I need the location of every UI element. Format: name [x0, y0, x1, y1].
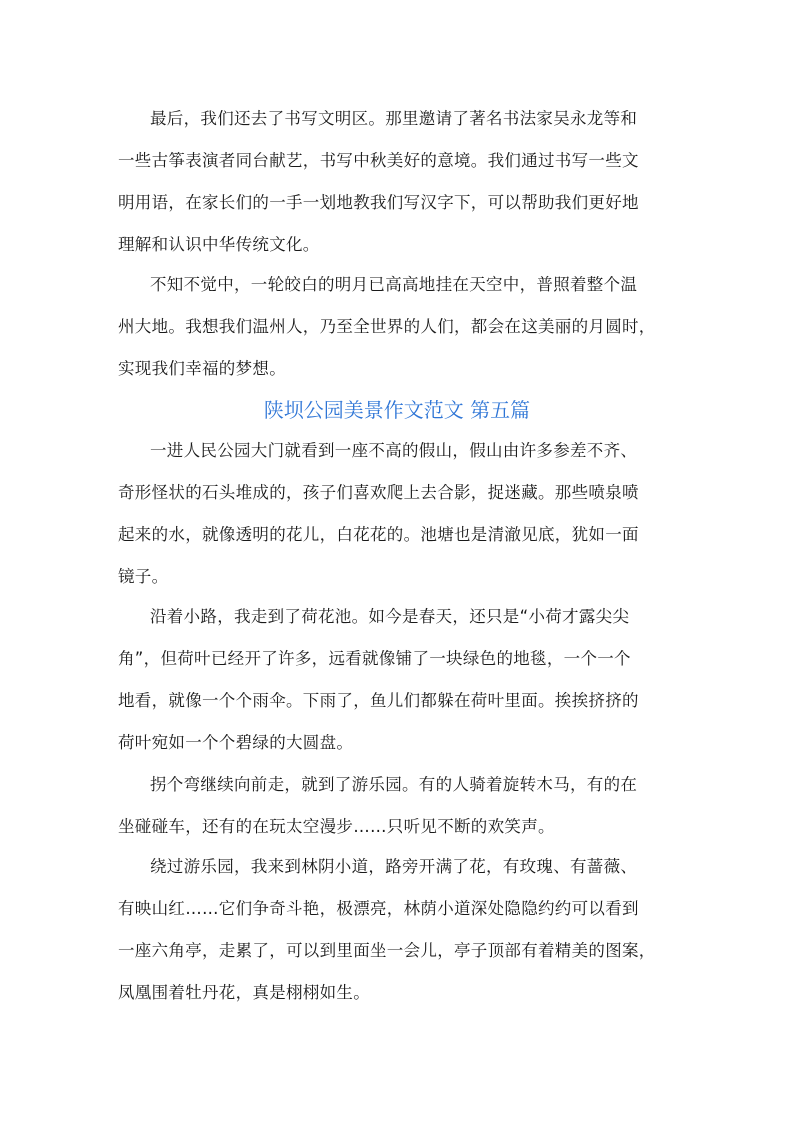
paragraph-line: 角”，但荷叶已经开了许多，远看就像铺了一块绿色的地毯，一个一个 [118, 649, 631, 668]
paragraph-line: 镜子。 [118, 567, 169, 586]
paragraph-line: 州大地。我想我们温州人，乃至全世界的人们，都会在这美丽的月圆时， [118, 317, 656, 336]
paragraph-line: 一座六角亭，走累了，可以到里面坐一会儿，亭子顶部有着精美的图案， [118, 941, 656, 960]
paragraph-line: 奇形怪状的石头堆成的，孩子们喜欢爬上去合影，捉迷藏。那些喷泉喷 [118, 483, 639, 502]
paragraph-line: 坐碰碰车，还有的在玩太空漫步……只听见不断的欢笑声。 [118, 817, 555, 836]
paragraph-line: 一进人民公园大门就看到一座不高的假山，假山由许多参差不齐、 [150, 441, 638, 460]
paragraph-line: 不知不觉中，一轮皎白的明月已高高地挂在天空中，普照着整个温 [150, 275, 638, 294]
paragraph-line: 荷叶宛如一个个碧绿的大圆盘。 [118, 733, 354, 752]
section-heading: 陕坝公园美景作文范文 第五篇 [263, 398, 531, 422]
paragraph-line: 一些古筝表演者同台献艺，书写中秋美好的意境。我们通过书写一些文 [118, 151, 639, 170]
paragraph-line: 理解和认识中华传统文化。 [118, 235, 320, 254]
paragraph-line: 实现我们幸福的梦想。 [118, 359, 286, 378]
paragraph-line: 绕过游乐园，我来到林阴小道，路旁开满了花，有玫瑰、有蔷薇、 [150, 857, 638, 876]
paragraph-line: 最后，我们还去了书写文明区。那里邀请了著名书法家吴永龙等和 [150, 109, 638, 128]
paragraph-line: 凤凰围着牡丹花，真是栩栩如生。 [118, 983, 370, 1002]
paragraph-line: 起来的水，就像透明的花儿，白花花的。池塘也是清澈见底，犹如一面 [118, 525, 639, 544]
paragraph-line: 有映山红……它们争奇斗艳，极漂亮，林荫小道深处隐隐约约可以看到 [118, 899, 639, 918]
paragraph-line: 沿着小路，我走到了荷花池。如今是春天，还只是“小荷才露尖尖 [150, 607, 630, 626]
paragraph-line: 地看，就像一个个雨伞。下雨了，鱼儿们都躲在荷叶里面。挨挨挤挤的 [118, 691, 639, 710]
paragraph-line: 拐个弯继续向前走，就到了游乐园。有的人骑着旋转木马，有的在 [150, 775, 638, 794]
paragraph-line: 明用语，在家长们的一手一划地教我们写汉字下，可以帮助我们更好地 [118, 193, 639, 212]
